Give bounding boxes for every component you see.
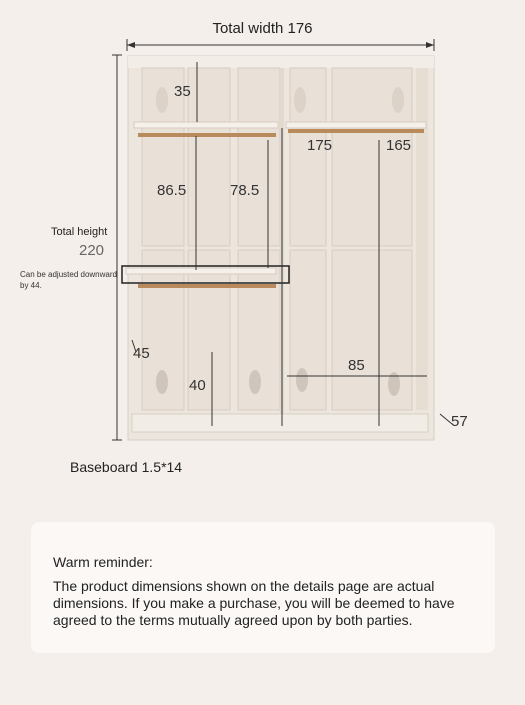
dim-depth-57: 57: [451, 413, 468, 430]
adjust-note: Can be adjusted downward by 44.: [20, 270, 117, 290]
total-height-label: Total height: [51, 226, 108, 238]
total-height-value: 220: [79, 242, 105, 259]
total-width-label: Total width 176: [212, 20, 313, 37]
reminder-card: [31, 522, 495, 653]
dim-left-upper: 86.5: [157, 182, 187, 199]
dim-top-shelf: 35: [174, 83, 191, 100]
reminder-title: Warm reminder:: [53, 554, 153, 570]
width-dimension-line: [127, 39, 434, 51]
height-dimension-line: [112, 55, 122, 440]
reminder-text: The product dimensions shown on the details page are actual dimensions. If you make a purchase, you will be deemed to have agreed to the terms mutually agreed upon by both parties.: [53, 578, 455, 628]
dim-mid-upper: 78.5: [230, 182, 260, 199]
wardrobe-cabinet: [128, 56, 434, 440]
dim-depth-45: 45: [133, 345, 150, 362]
dim-bottom-40: 40: [189, 377, 206, 394]
dim-right-175: 175: [307, 137, 333, 154]
baseboard-label: Baseboard 1.5*14: [70, 459, 183, 475]
dim-width-85: 85: [348, 357, 365, 374]
dim-right-165: 165: [386, 137, 412, 154]
